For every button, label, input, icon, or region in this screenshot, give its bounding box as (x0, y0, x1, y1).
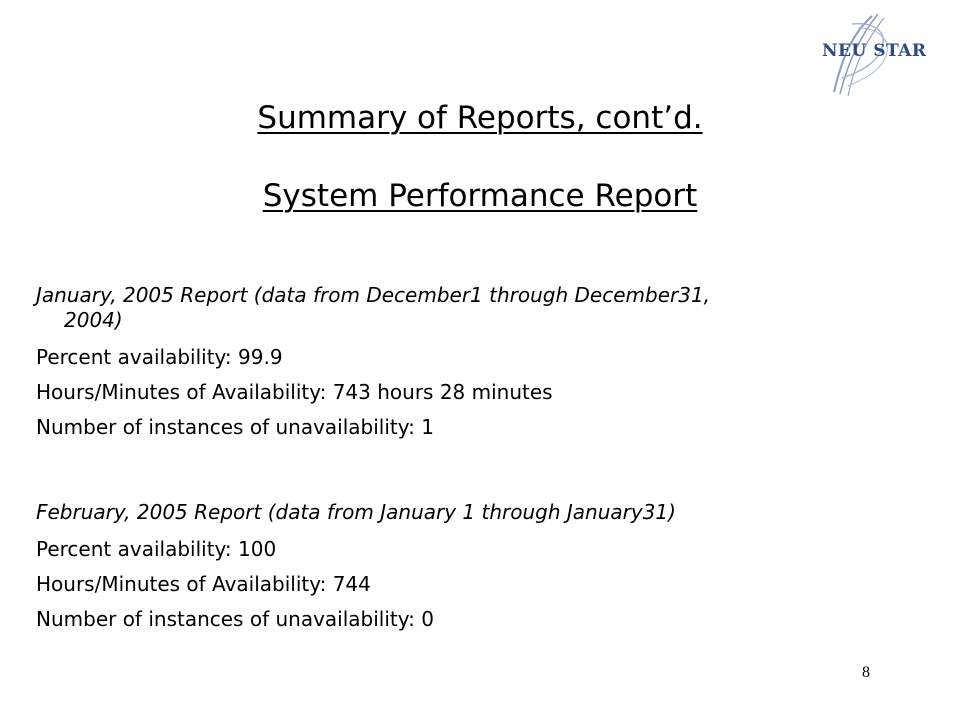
report-header (36, 283, 916, 333)
logo-text: NEU STAR (822, 41, 927, 61)
report-header-line-2: 2004) (64, 308, 123, 332)
report-january (36, 283, 916, 448)
report-february (36, 500, 916, 640)
instances-of-unavailability: Number of instances of unavailability: 1 (36, 415, 434, 439)
page-number: 8 (862, 664, 870, 681)
neustar-logo (812, 8, 928, 100)
report-header: February, 2005 Report (data from January 1 through January31) (36, 500, 676, 524)
percent-availability: Percent availability: 100 (36, 537, 277, 561)
hours-of-availability: Hours/Minutes of Availability: 743 hours 28 minutes (36, 380, 553, 404)
report-title: System Performance Report (262, 178, 698, 214)
instances-of-unavailability: Number of instances of unavailability: 0 (36, 607, 434, 631)
percent-availability: Percent availability: 99.9 (36, 345, 283, 369)
report-header-line-1: January, 2005 Report (data from December1 through December31, (36, 283, 711, 307)
hours-of-availability: Hours/Minutes of Availability: 744 (36, 572, 371, 596)
page-title: Summary of Reports, cont’d. (257, 100, 703, 136)
